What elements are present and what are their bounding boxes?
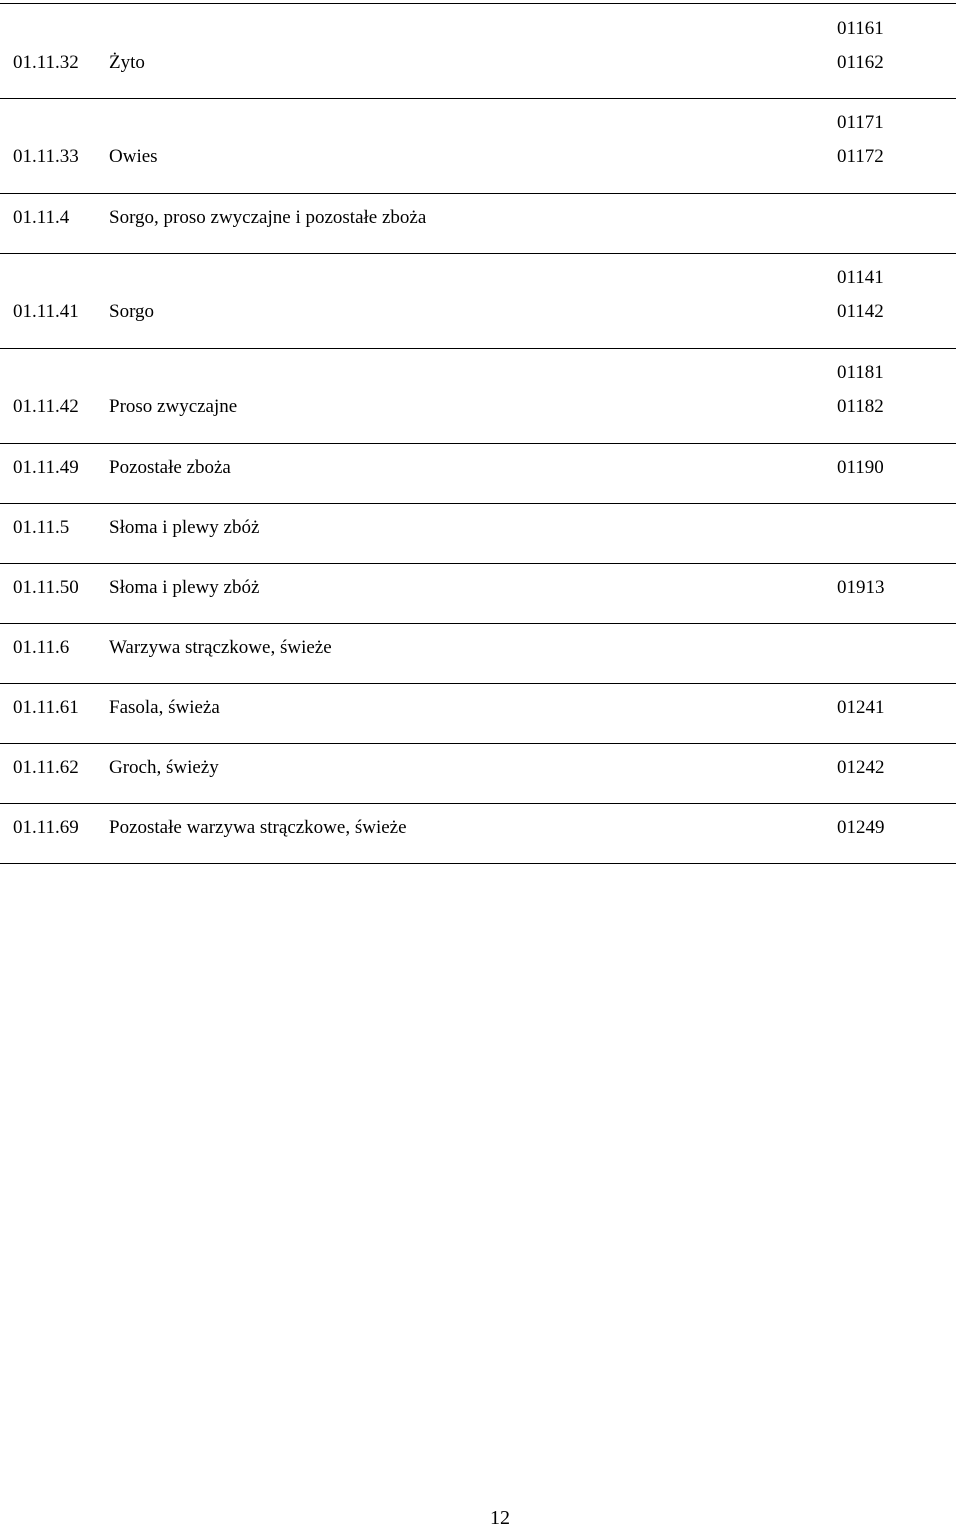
row-code: 01.11.32 (13, 52, 79, 73)
row-cpc-code: 01913 (837, 577, 885, 598)
table-row (0, 683, 956, 743)
row-code: 01.11.69 (13, 817, 79, 838)
row-name: Groch, świeży (109, 757, 219, 778)
page-number: 12 (490, 1507, 510, 1529)
row-name: Pozostałe zboża (109, 457, 231, 478)
row-name: Sorgo (109, 301, 155, 322)
row-code: 01.11.42 (13, 396, 79, 417)
row-name: Słoma i plewy zbóż (109, 517, 260, 538)
row-cpc-code: 01141 (837, 267, 884, 288)
table-row (0, 443, 956, 503)
row-code: 01.11.6 (13, 637, 70, 658)
row-name: Proso zwyczajne (109, 396, 238, 417)
row-cpc-code: 01162 (837, 52, 884, 73)
table-row (0, 503, 956, 563)
row-name: Owies (109, 146, 158, 167)
row-code: 01.11.4 (13, 207, 70, 228)
row-cpc-code: 01181 (837, 362, 884, 383)
row-cpc-code: 01172 (837, 146, 884, 167)
row-name: Słoma i plewy zbóż (109, 577, 260, 598)
row-code: 01.11.5 (13, 517, 70, 538)
table-row (0, 743, 956, 803)
row-code: 01.11.33 (13, 146, 79, 167)
row-cpc-code: 01161 (837, 18, 884, 39)
row-cpc-code: 01171 (837, 112, 884, 133)
table-row (0, 623, 956, 683)
row-cpc-code: 01182 (837, 396, 884, 417)
row-cpc-code: 01249 (837, 817, 885, 838)
row-name: Żyto (109, 52, 145, 73)
row-name: Warzywa strączkowe, świeże (109, 637, 332, 658)
table-row (0, 253, 956, 348)
row-code: 01.11.61 (13, 697, 79, 718)
table-row (0, 563, 956, 623)
table-row (0, 3, 956, 98)
table-row (0, 348, 956, 443)
table-row (0, 803, 956, 864)
row-cpc-code: 01241 (837, 697, 885, 718)
row-name: Sorgo, proso zwyczajne i pozostałe zboża (109, 207, 427, 228)
row-name: Fasola, świeża (109, 697, 220, 718)
row-name: Pozostałe warzywa strączkowe, świeże (109, 817, 407, 838)
row-code: 01.11.50 (13, 577, 79, 598)
row-code: 01.11.62 (13, 757, 79, 778)
row-cpc-code: 01242 (837, 757, 885, 778)
row-cpc-code: 01190 (837, 457, 884, 478)
table-row (0, 193, 956, 253)
row-cpc-code: 01142 (837, 301, 884, 322)
row-code: 01.11.41 (13, 301, 79, 322)
table-row (0, 98, 956, 193)
row-code: 01.11.49 (13, 457, 79, 478)
